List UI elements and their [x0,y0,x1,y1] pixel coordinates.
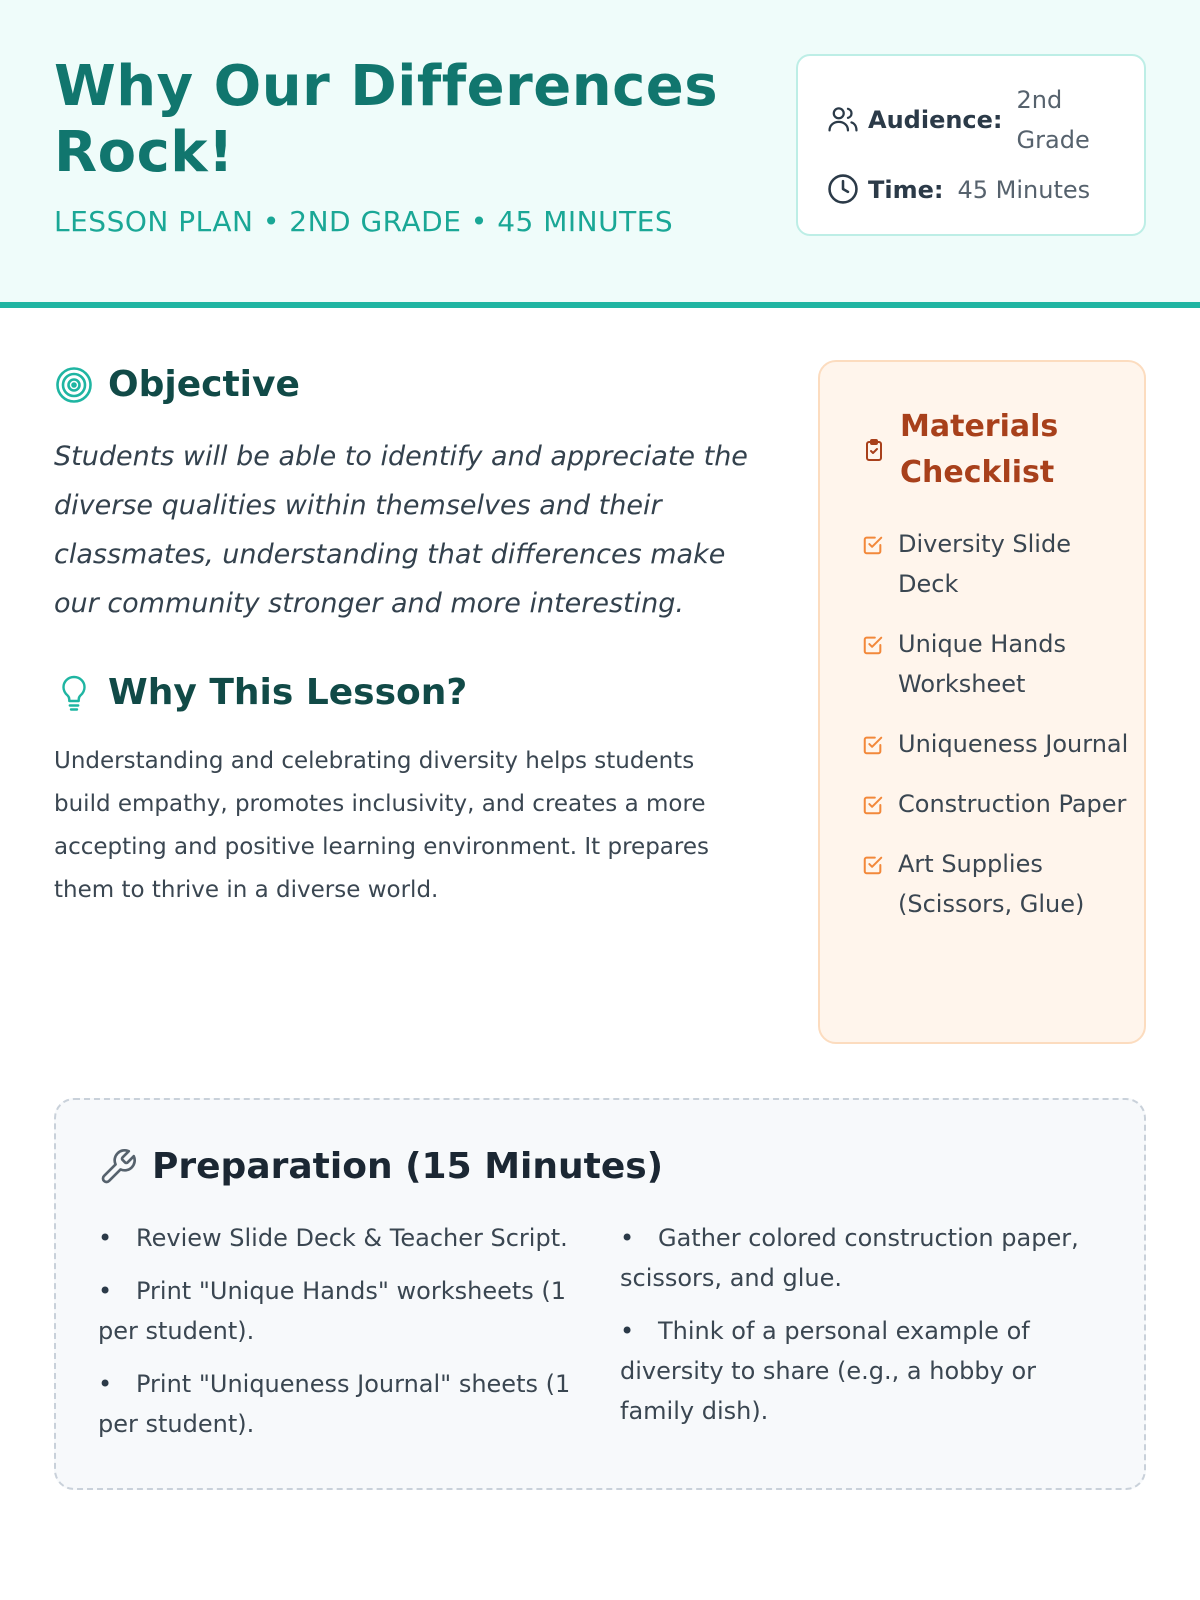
preparation-list-right [620,1218,1110,1444]
time-label: Time: [868,176,944,204]
checkbox-icon[interactable] [862,534,884,556]
audience-label: Audience: [868,106,1003,134]
materials-title: Materials Checklist [900,409,1059,490]
audience-row [826,80,1097,160]
lightbulb-icon [54,673,94,713]
list-item[interactable] [862,624,1132,704]
audience-value: 2nd Grade [1016,86,1090,154]
material-label: Diversity Slide Deck [898,530,1071,598]
preparation-title: Preparation (15 Minutes) [152,1146,664,1187]
info-card [796,54,1146,236]
time-row [826,170,1090,210]
list-item: • Review Slide Deck & Teacher Script. [98,1218,578,1258]
objective-title: Objective [108,364,300,405]
preparation-list-left [98,1218,578,1457]
clock-icon [826,172,860,206]
time-value: 45 Minutes [957,176,1091,204]
material-label: Uniqueness Journal [898,730,1129,758]
clipboard-check-icon [862,438,886,462]
list-item[interactable] [862,724,1132,764]
checkbox-icon[interactable] [862,734,884,756]
why-heading [54,672,467,713]
preparation-heading [98,1146,663,1187]
objective-text: Students will be able to identify and appreciate the diverse qualities within themselves and their classmates, understanding that differences make our community stronger and more interesting. [54,441,748,619]
materials-heading [862,404,1100,496]
list-item: • Think of a personal example of diversity to share (e.g., a hobby or family dish). [620,1311,1110,1431]
checkbox-icon[interactable] [862,794,884,816]
why-title: Why This Lesson? [108,672,468,713]
objective-heading [54,364,300,405]
page-title: Why Our Differences Rock! [54,54,719,185]
list-item[interactable] [862,524,1132,604]
list-item: • Print "Unique Hands" worksheets (1 per student). [98,1271,578,1351]
checkbox-icon[interactable] [862,854,884,876]
why-text: Understanding and celebrating diversity helps students build empathy, promotes inclusivity, and creates a more accepting and positive learning environment. It prepares them to thrive in a diverse world. [54,748,709,903]
users-icon [826,102,860,136]
wrench-icon [98,1147,138,1187]
target-icon [54,365,94,405]
materials-checklist [818,360,1146,1044]
list-item[interactable] [862,844,1132,924]
lesson-header [0,0,1200,308]
material-label: Unique Hands Worksheet [898,630,1066,698]
material-label: Construction Paper [898,790,1127,818]
page-subtitle: LESSON PLAN • 2ND GRADE • 45 MINUTES [54,205,674,238]
checkbox-icon[interactable] [862,634,884,656]
materials-list [862,524,1132,944]
material-label: Art Supplies (Scissors, Glue) [898,850,1085,918]
preparation-section [54,1098,1146,1490]
list-item: • Print "Uniqueness Journal" sheets (1 per student). [98,1364,578,1444]
list-item: • Gather colored construction paper, scissors, and glue. [620,1218,1110,1298]
list-item[interactable] [862,784,1132,824]
